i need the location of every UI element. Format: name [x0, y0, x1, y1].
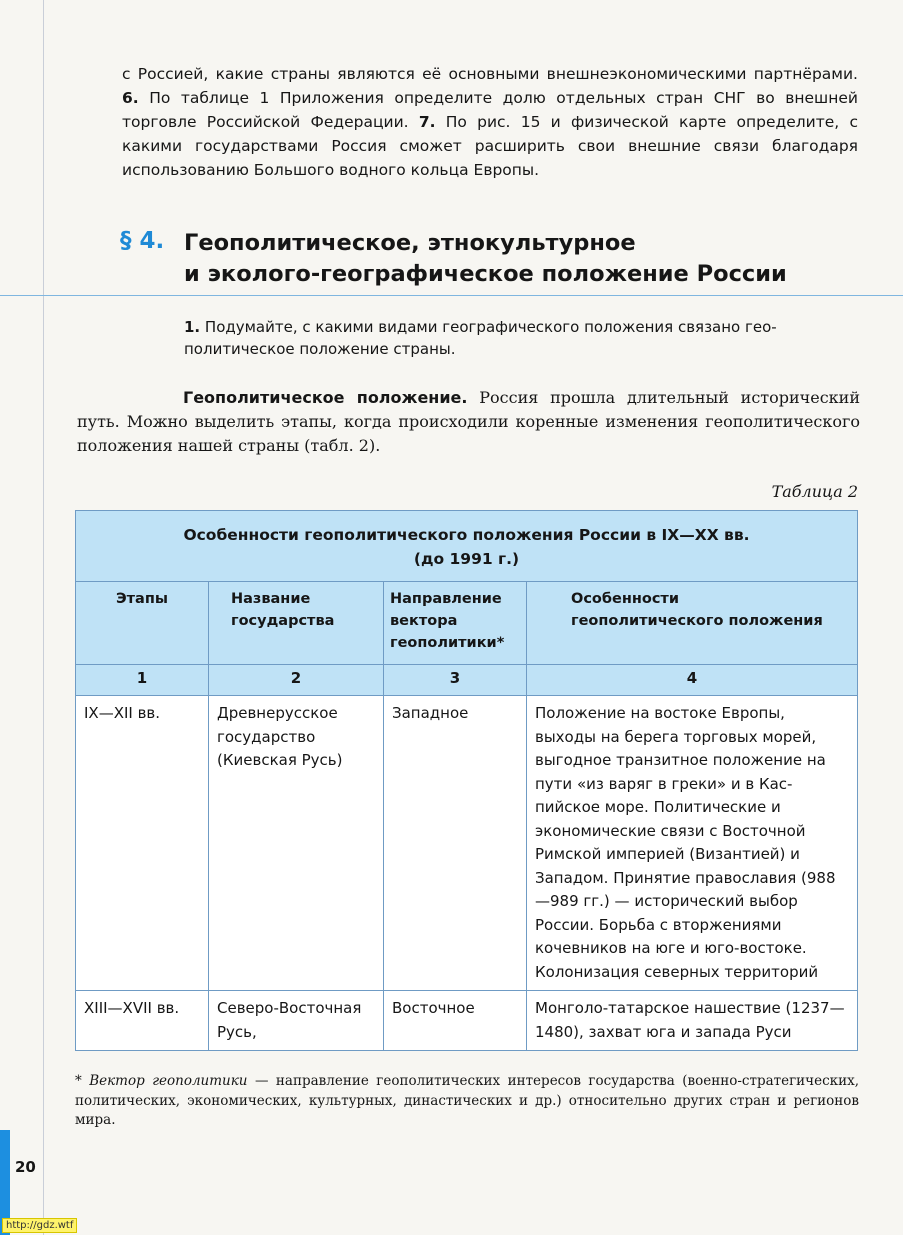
table-caption-line-2: (до 1991 г.) — [413, 550, 520, 568]
cell-state: Северо-Восточная Русь, — [209, 991, 384, 1051]
section-number: § 4. — [120, 228, 165, 254]
question-text: Подумайте, с какими видами географического положения связано геополитическое положение страны. — [184, 318, 777, 358]
page-number: 20 — [15, 1158, 36, 1176]
page-margin-line — [43, 0, 44, 1235]
table-number-row — [76, 665, 858, 696]
task-number-7: 7. — [418, 113, 436, 131]
intro-text-2: По таблице 1 Приложения определите долю отдельных стран СНГ во внешней торговле Российской Федерации. — [122, 89, 858, 131]
paragraph-lead: Геополитическое положение. — [183, 388, 468, 407]
question-number: 1. — [184, 318, 201, 336]
table-row — [76, 991, 858, 1051]
column-number: 1 — [76, 665, 209, 696]
page-divider-line — [0, 295, 903, 296]
header-stages: Этапы — [76, 582, 209, 665]
table-caption — [76, 511, 858, 582]
intro-text-3: По рис. 15 и физической карте определите, с какими государствами Россия сможет расширить свои внешние связи благодаря использованию Большого водного кольца Европы. — [122, 113, 858, 179]
column-number: 2 — [209, 665, 384, 696]
cell-stage: IX—XII вв. — [76, 696, 209, 991]
table-header-row — [76, 582, 858, 665]
section-heading-line-2: и эколого-географическое положение России — [184, 261, 787, 287]
task-number-6: 6. — [122, 89, 139, 107]
cell-features: Положение на востоке Европы, выходы на берега торговых морей, выгодное транзитное положение на пути «из варяг в греки» и в Каспийское море. Политические и экономические связи с Восточной Римской империей (Византией) и Западом. Принятие православия (988—989 гг.) — исторический выбор России. Борьба с вторжениями кочевников на юге и юго-востоке. Колонизация северных территорий — [527, 696, 858, 991]
section-heading — [184, 228, 864, 290]
cell-stage: XIII—XVII вв. — [76, 991, 209, 1051]
table-caption-line-1: Особенности геополитического положения России в IX—XX вв. — [183, 526, 750, 544]
header-features: Особенности геополитического положения — [527, 582, 858, 665]
section-heading-line-1: Геополитическое, этнокультурное — [184, 230, 636, 256]
cell-vector: Западное — [384, 696, 527, 991]
header-state-name: Название государства — [209, 582, 384, 665]
footnote-text: — направление геополитических интересов государства (военно-стратегических, политических, экономических, культурных, династических и др.) относительно других стран и регионов мира. — [75, 1073, 859, 1128]
cell-state: Древнерусское государство (Киевская Русь) — [209, 696, 384, 991]
intro-text-1: с Россией, какие страны являются её основными внешнеэкономическими партнёрами. — [122, 65, 858, 83]
cell-vector: Восточное — [384, 991, 527, 1051]
body-paragraph — [77, 386, 860, 458]
footnote — [75, 1072, 859, 1131]
intro-paragraph — [122, 62, 858, 182]
question-1 — [184, 316, 860, 360]
column-number: 4 — [527, 665, 858, 696]
column-number: 3 — [384, 665, 527, 696]
footnote-term: * Вектор геополитики — [75, 1073, 248, 1089]
table-label: Таблица 2 — [771, 482, 858, 501]
header-vector: Направление вектора геополитики* — [384, 582, 527, 665]
table-caption-row — [76, 511, 858, 582]
cell-features: Монголо-татарское нашествие (1237—1480), захват юга и запада Руси — [527, 991, 858, 1051]
table-row — [76, 696, 858, 991]
watermark-link[interactable]: http://gdz.wtf — [2, 1218, 77, 1233]
paragraph-text: Россия прошла длительный исторический путь. Можно выделить этапы, когда происходили коренные изменения геополитического положения нашей страны (табл. 2). — [77, 388, 861, 455]
geopolitics-table — [75, 510, 858, 1051]
